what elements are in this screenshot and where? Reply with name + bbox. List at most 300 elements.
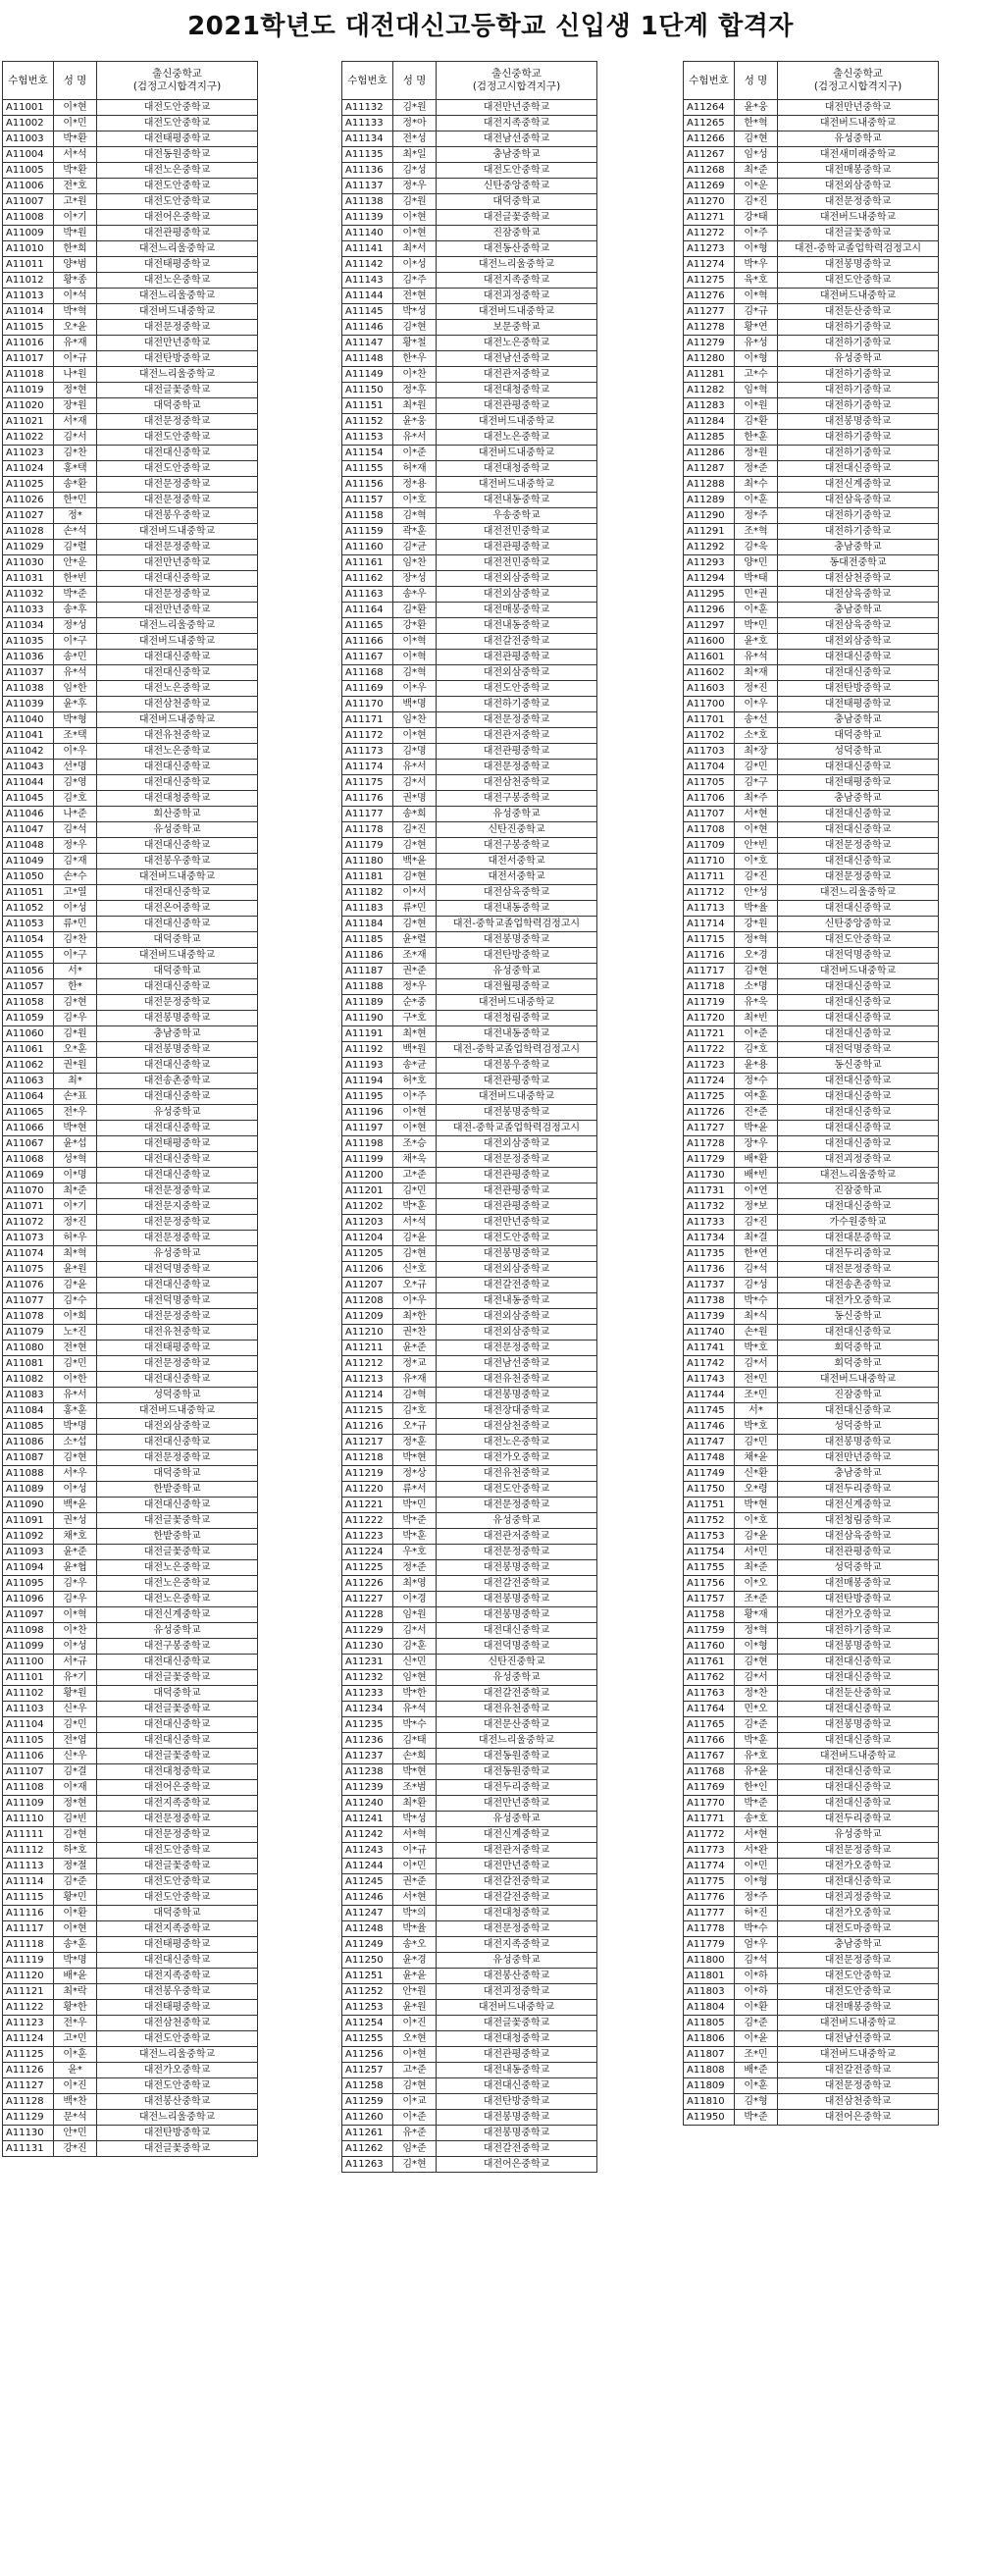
student-name-cell: 고*열 [54,885,97,901]
exam-number-cell: A11048 [3,838,54,854]
student-name-cell: 유*재 [393,1372,437,1388]
table-row [684,1105,939,1121]
table-row [3,1623,258,1639]
exam-number-cell: A11179 [342,838,393,854]
student-name-cell: 윤*용 [735,1058,778,1074]
school-cell: 대전봉우중학교 [97,508,258,524]
school-cell: 대전삼육중학교 [778,618,939,634]
student-name-cell: 김*렬 [54,540,97,555]
school-cell: 대전관평중학교 [437,650,597,665]
school-cell: 대전신계중학교 [437,1827,597,1843]
table-row [3,2078,258,2094]
exam-number-cell: A11283 [684,398,735,414]
student-name-cell: 조*승 [393,1136,437,1152]
student-name-cell: 한*우 [393,351,437,367]
student-name-cell: 한*빈 [54,571,97,587]
exam-number-cell: A11062 [3,1058,54,1074]
student-name-cell: 김*현 [393,2078,437,2094]
exam-number-cell: A11124 [3,2031,54,2047]
student-name-cell: 이*우 [393,1293,437,1309]
exam-number-cell: A11129 [3,2110,54,2126]
table-row [3,241,258,257]
school-cell: 대전대신중학교 [97,838,258,854]
school-cell: 대전어은중학교 [778,2110,939,2126]
table-row [342,210,597,226]
school-cell: 대전노은중학교 [97,273,258,289]
exam-number-cell: A11200 [342,1168,393,1183]
table-row [342,1733,597,1749]
school-cell: 대전탄방중학교 [778,681,939,697]
exam-number-cell: A11267 [684,147,735,163]
exam-number-cell: A11709 [684,838,735,854]
table-row [3,1937,258,1953]
table-row [684,1890,939,1906]
table-row [684,430,939,446]
table-row [3,194,258,210]
student-name-cell: 김*찬 [54,446,97,461]
table-row [684,116,939,131]
exam-number-cell: A11602 [684,665,735,681]
student-name-cell: 서*완 [735,1843,778,1859]
table-row [342,1906,597,1921]
school-cell: 대전내동중학교 [437,2063,597,2078]
exam-number-cell: A11600 [684,634,735,650]
exam-number-cell: A11202 [342,1199,393,1215]
exam-number-cell: A11050 [3,869,54,885]
exam-number-cell: A11281 [684,367,735,383]
exam-number-cell: A11763 [684,1686,735,1702]
student-name-cell: 서*석 [54,147,97,163]
exam-number-cell: A11101 [3,1670,54,1686]
student-name-cell: 박*현 [393,1450,437,1466]
table-row [684,461,939,477]
table-row [684,822,939,838]
school-cell: 대전대신중학교 [778,1702,939,1717]
exam-number-cell: A11034 [3,618,54,634]
school-cell: 대전가오중학교 [778,1607,939,1623]
student-name-cell: 이*혁 [393,634,437,650]
school-cell: 대전갈전중학교 [437,1576,597,1592]
school-cell: 대전도안중학교 [97,430,258,446]
table-row [684,1482,939,1498]
student-name-cell: 김*우 [54,1592,97,1607]
school-cell: 신탄진중학교 [437,1655,597,1670]
school-cell: 대전도안중학교 [97,2078,258,2094]
table-row [3,1890,258,1906]
student-name-cell: 정*보 [735,1199,778,1215]
student-name-cell: 유*준 [393,2126,437,2141]
student-name-cell: 김*준 [735,2016,778,2031]
exam-number-cell: A11054 [3,932,54,948]
school-cell: 대전외삼중학교 [437,587,597,603]
student-name-cell: 김*서 [393,775,437,791]
exam-number-cell: A11172 [342,728,393,744]
exam-number-cell: A11213 [342,1372,393,1388]
table-row [684,555,939,571]
exam-number-cell: A11726 [684,1105,735,1121]
school-cell: 대전두리중학교 [778,1812,939,1827]
exam-number-cell: A11098 [3,1623,54,1639]
table-row [3,524,258,540]
table-row [684,1937,939,1953]
table-row [3,2110,258,2126]
school-cell: 대전동원중학교 [437,1764,597,1780]
school-cell: 대전지족중학교 [97,1921,258,1937]
school-cell: 대전서중학교 [437,869,597,885]
exam-number-cell: A11065 [3,1105,54,1121]
exam-number-cell: A11130 [3,2126,54,2141]
student-name-cell: 배*윤 [54,1969,97,1984]
school-cell: 대전관평중학교 [437,2047,597,2063]
school-cell: 대전태평중학교 [97,2000,258,2016]
school-cell: 대전대신중학교 [778,1011,939,1026]
student-name-cell: 이*현 [393,1105,437,1121]
exam-number-cell: A11046 [3,807,54,822]
table-header-row [342,62,597,100]
table-row [3,273,258,289]
student-name-cell: 우*호 [393,1545,437,1560]
table-row [342,430,597,446]
table-row [684,634,939,650]
table-row [3,665,258,681]
student-name-cell: 박*준 [735,2110,778,2126]
school-cell: 충남중학교 [778,791,939,807]
student-name-cell: 정*혁 [735,932,778,948]
table-row [342,1466,597,1482]
school-cell: 대전삼천중학교 [778,2094,939,2110]
school-cell: 대전노은중학교 [97,744,258,760]
school-cell: 대전신계중학교 [778,1498,939,1513]
exam-number-cell: A11001 [3,100,54,116]
exam-number-cell: A11037 [3,665,54,681]
table-row [684,1655,939,1670]
school-cell: 대전온어중학교 [97,901,258,917]
table-row [3,2094,258,2110]
school-cell: 유성중학교 [97,1105,258,1121]
school-cell: 대전봉명중학교 [97,1042,258,1058]
table-row [684,1152,939,1168]
school-cell: 대전삼천중학교 [97,697,258,712]
school-cell: 대전관평중학교 [437,1074,597,1089]
school-cell: 대전버드내중학교 [437,477,597,493]
exam-number-cell: A11068 [3,1152,54,1168]
school-cell: 대전하기중학교 [778,430,939,446]
exam-number-cell: A11715 [684,932,735,948]
table-row [3,461,258,477]
exam-number-cell: A11770 [684,1796,735,1812]
student-name-cell: 김*수 [54,1293,97,1309]
table-row [684,1796,939,1812]
exam-number-cell: A11249 [342,1937,393,1953]
school-cell: 신탄중앙중학교 [778,917,939,932]
exam-number-cell: A11111 [3,1827,54,1843]
student-name-cell: 권*준 [393,964,437,979]
exam-number-cell: A11097 [3,1607,54,1623]
student-name-cell: 윤*원 [393,2000,437,2016]
exam-number-cell: A11266 [684,131,735,147]
table-row [3,854,258,869]
student-name-cell: 최*영 [393,1576,437,1592]
student-name-cell: 이*현 [54,1921,97,1937]
exam-number-cell: A11292 [684,540,735,555]
school-cell: 대전만년중학교 [437,1796,597,1812]
school-cell: 대전태평중학교 [97,1937,258,1953]
exam-number-cell: A11236 [342,1733,393,1749]
student-name-cell: 황*원 [54,1686,97,1702]
exam-number-cell: A11190 [342,1011,393,1026]
table-row [684,1623,939,1639]
exam-number-cell: A11239 [342,1780,393,1796]
exam-number-cell: A11035 [3,634,54,650]
exam-number-cell: A11719 [684,995,735,1011]
school-cell: 대전관저중학교 [437,1529,597,1545]
school-cell: 충남중학교 [437,147,597,163]
exam-number-cell: A11161 [342,555,393,571]
table-row [3,320,258,336]
school-cell: 대전-중학교졸업학력검정고시 [437,1042,597,1058]
school-cell: 대전느리울중학교 [778,1168,939,1183]
table-row [342,1325,597,1341]
table-row [342,1168,597,1183]
exam-number-cell: A11223 [342,1529,393,1545]
table-row [684,1058,939,1074]
school-cell: 대전노은중학교 [97,163,258,179]
exam-number-cell: A11191 [342,1026,393,1042]
school-cell: 대전지족중학교 [437,1937,597,1953]
school-cell: 대전태평중학교 [778,697,939,712]
school-cell: 대전버드내중학교 [97,712,258,728]
school-cell: 대전탄방중학교 [97,2126,258,2141]
table-row [684,869,939,885]
exam-number-cell: A11091 [3,1513,54,1529]
exam-number-cell: A11778 [684,1921,735,1937]
school-cell: 회산중학교 [97,807,258,822]
school-cell: 대전구봉중학교 [97,1639,258,1655]
exam-number-cell: A11041 [3,728,54,744]
table-row [3,1969,258,1984]
student-name-cell: 정* [54,508,97,524]
student-name-cell: 김*민 [735,1435,778,1450]
table-row [3,775,258,791]
exam-number-cell: A11154 [342,446,393,461]
exam-number-cell: A11729 [684,1152,735,1168]
table-row [342,1639,597,1655]
table-row [3,995,258,1011]
student-name-cell: 김*서 [54,430,97,446]
exam-number-cell: A11177 [342,807,393,822]
student-name-cell: 임*성 [735,147,778,163]
exam-number-cell: A11761 [684,1655,735,1670]
table-row [342,493,597,508]
table-row [342,367,597,383]
exam-number-cell: A11184 [342,917,393,932]
exam-number-cell: A11713 [684,901,735,917]
table-row [342,1482,597,1498]
table-row [342,1199,597,1215]
student-name-cell: 최*준 [735,1560,778,1576]
student-name-cell: 오*규 [393,1278,437,1293]
exam-number-cell: A11100 [3,1655,54,1670]
table-row [342,1309,597,1325]
school-cell: 대전만년중학교 [437,100,597,116]
student-name-cell: 한*연 [735,1246,778,1262]
student-name-cell: 오*규 [393,1419,437,1435]
table-row [342,712,597,728]
exam-number-cell: A11181 [342,869,393,885]
table-row [3,1592,258,1607]
school-cell: 대전동산중학교 [437,241,597,257]
student-name-cell: 임*준 [393,2141,437,2157]
exam-number-cell: A11276 [684,289,735,304]
student-name-cell: 김*혁 [393,665,437,681]
exam-number-cell: A11274 [684,257,735,273]
exam-number-cell: A11133 [342,116,393,131]
table-row [684,540,939,555]
school-cell: 대전외삼중학교 [778,634,939,650]
student-name-cell: 이*찬 [54,1623,97,1639]
student-name-cell: 유*석 [393,1702,437,1717]
exam-number-cell: A11198 [342,1136,393,1152]
school-cell: 대전구봉중학교 [437,838,597,854]
student-name-cell: 이*현 [393,226,437,241]
school-cell: 대덕중학교 [97,1906,258,1921]
exam-number-cell: A11173 [342,744,393,760]
exam-number-cell: A11755 [684,1560,735,1576]
student-name-cell: 정*후 [393,383,437,398]
student-name-cell: 박*호 [735,1341,778,1356]
school-cell: 대전도안중학교 [97,461,258,477]
school-cell: 대전하기중학교 [778,320,939,336]
table-row [342,351,597,367]
exam-number-cell: A11735 [684,1246,735,1262]
school-cell: 대전갈전중학교 [437,2141,597,2157]
school-cell: 대덕중학교 [97,932,258,948]
exam-number-cell: A11126 [3,2063,54,2078]
student-name-cell: 정*혁 [735,1623,778,1639]
school-cell: 대전대신중학교 [97,571,258,587]
school-cell: 대전봉명중학교 [437,2126,597,2141]
table-row [3,1372,258,1388]
exam-number-cell: A11750 [684,1482,735,1498]
student-name-cell: 김*규 [735,304,778,320]
school-cell: 대전하기중학교 [437,697,597,712]
exam-number-cell: A11199 [342,1152,393,1168]
school-cell: 대전관평중학교 [437,398,597,414]
table-row [342,2047,597,2063]
student-name-cell: 김*윤 [735,1529,778,1545]
table-row [684,995,939,1011]
exam-number-cell: A11273 [684,241,735,257]
table-row [342,822,597,838]
student-name-cell: 허*진 [735,1906,778,1921]
table-row [684,932,939,948]
table-row [684,1607,939,1623]
school-cell: 대전관평중학교 [437,540,597,555]
exam-number-cell: A11749 [684,1466,735,1482]
student-name-cell: 김*현 [393,838,437,854]
exam-number-cell: A11265 [684,116,735,131]
table-row [684,1372,939,1388]
school-cell: 대전대신중학교 [778,1403,939,1419]
table-row [3,1560,258,1576]
table-row [342,147,597,163]
exam-number-cell: A11135 [342,147,393,163]
exam-number-cell: A11728 [684,1136,735,1152]
student-name-cell: 김*준 [54,1874,97,1890]
table-row [3,838,258,854]
student-name-cell: 최*원 [393,398,437,414]
student-name-cell: 김*현 [735,1655,778,1670]
school-cell: 대전도안중학교 [778,932,939,948]
school-cell: 우송중학교 [437,508,597,524]
table-row [684,320,939,336]
student-name-cell: 김*현 [54,1450,97,1466]
table-row [684,1388,939,1403]
table-row [342,1686,597,1702]
student-name-cell: 서*현 [393,1890,437,1906]
student-name-cell: 김*준 [735,1717,778,1733]
table-row [3,446,258,461]
student-name-cell: 전*현 [393,289,437,304]
table-row [3,1011,258,1026]
student-name-cell: 이*경 [393,1592,437,1607]
school-cell: 대전신계중학교 [97,1607,258,1623]
table-row [3,1482,258,1498]
student-name-cell: 김*현 [735,131,778,147]
school-cell: 대전두리중학교 [437,1780,597,1796]
student-name-cell: 소*호 [735,728,778,744]
student-name-cell: 최*재 [735,665,778,681]
school-cell: 대전갈전중학교 [437,634,597,650]
header-school-line2: (검정고시합격지구) [813,80,903,92]
table-row [342,1419,597,1435]
header-exam-number: 수험번호 [3,62,54,100]
student-name-cell: 이*서 [393,885,437,901]
school-cell: 성덕중학교 [778,744,939,760]
exam-number-cell: A11262 [342,2141,393,2157]
table-row [684,1529,939,1545]
exam-number-cell: A11005 [3,163,54,179]
exam-number-cell: A11128 [3,2094,54,2110]
exam-number-cell: A11204 [342,1231,393,1246]
school-cell: 대전대신중학교 [97,979,258,995]
school-cell: 대전태평중학교 [778,775,939,791]
exam-number-cell: A11189 [342,995,393,1011]
table-row [342,131,597,147]
student-name-cell: 한*훈 [735,430,778,446]
table-row [3,1702,258,1717]
exam-number-cell: A11073 [3,1231,54,1246]
school-cell: 대전봉명중학교 [437,1607,597,1623]
table-row [684,493,939,508]
table-row [342,1607,597,1623]
student-name-cell: 김*원 [393,100,437,116]
school-cell: 대전하기중학교 [778,383,939,398]
exam-number-cell: A11257 [342,2063,393,2078]
table-row [684,414,939,430]
table-row [342,304,597,320]
table-row [342,179,597,194]
student-name-cell: 이*운 [735,179,778,194]
student-name-cell: 윤*원 [54,1262,97,1278]
table-row [3,1356,258,1372]
student-name-cell: 신*호 [393,1262,437,1278]
exam-number-cell: A11724 [684,1074,735,1089]
exam-number-cell: A11077 [3,1293,54,1309]
exam-number-cell: A11705 [684,775,735,791]
exam-number-cell: A11002 [3,116,54,131]
table-row [684,1780,939,1796]
